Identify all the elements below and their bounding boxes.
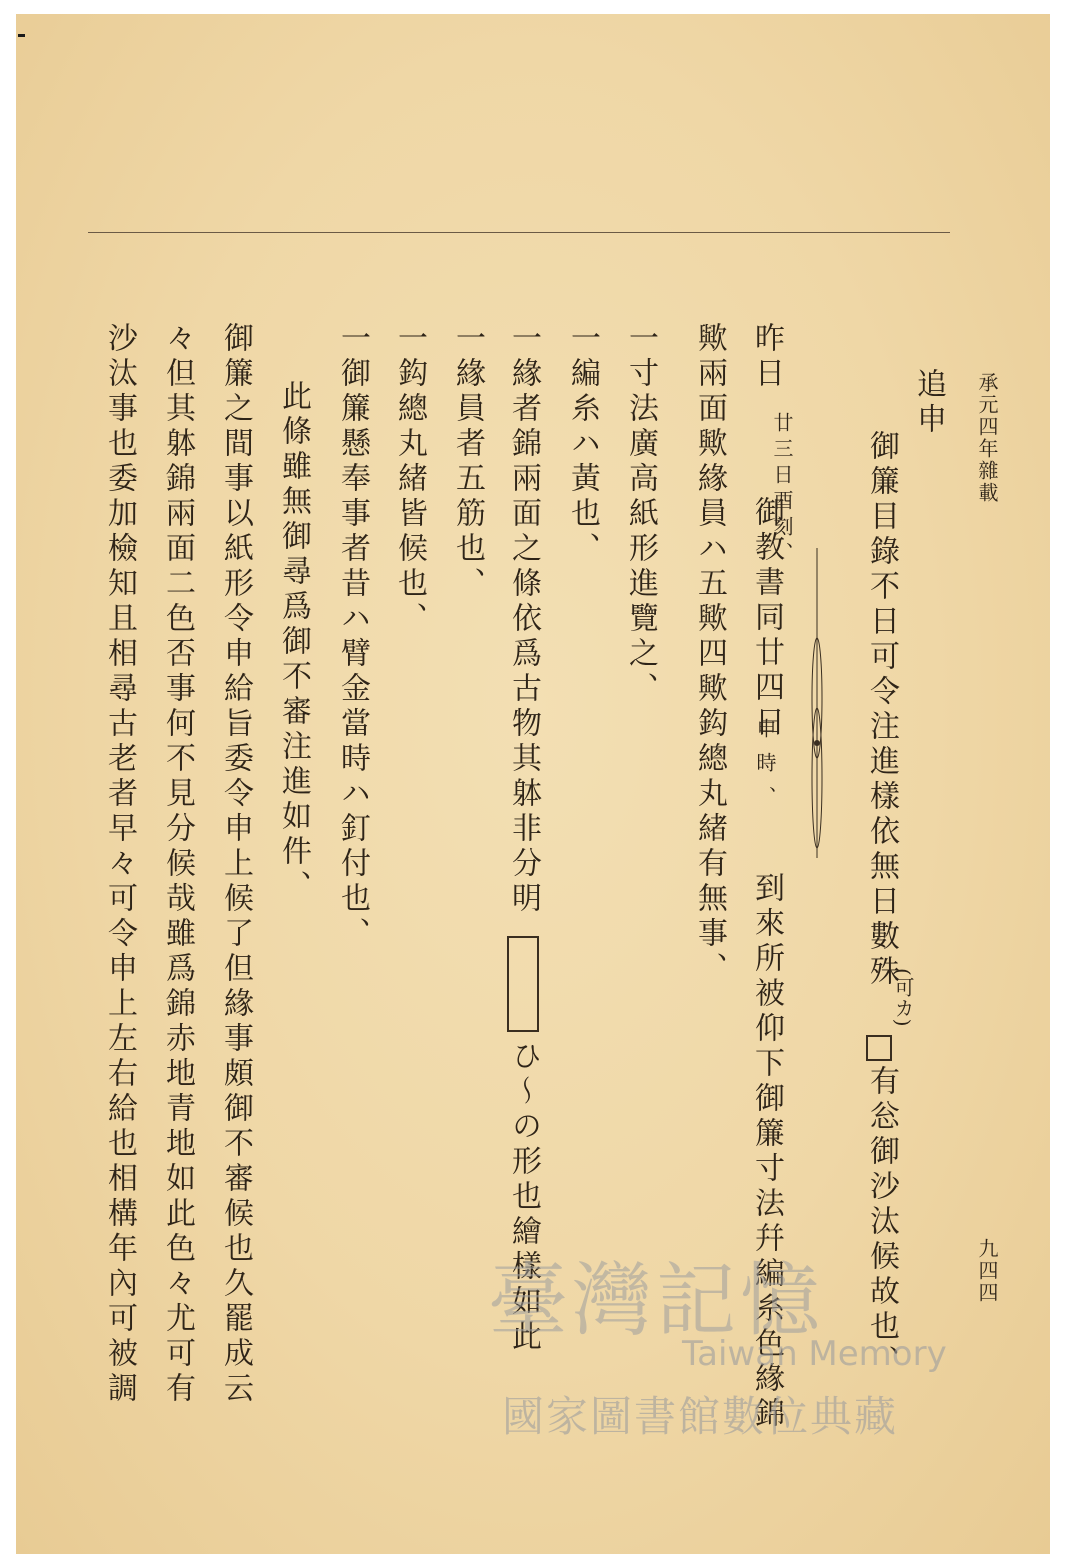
text-column-4: 歟兩面歟緣員ハ五歟四歟鈎總丸緒有無事、 [692,322,727,987]
text-column-7a: 一緣者錦兩面之條依爲古物其躰非分明 [506,322,541,917]
running-title: 承元四年雜載 [975,372,999,504]
text-column-7b: ひ〜の形也繪樣如此 [506,1040,541,1355]
watermark [488,1236,1008,1476]
text-column-3c: 御教書同廿四日 [749,496,784,741]
text-column-2c: 有忩御沙汰候故也、 [864,1065,899,1380]
text-column-3e: 到來所被仰下御簾寸法幷編糸色緣錦 [749,872,784,1432]
text-column-2a: 御簾目錄不日可令注進樣依無日數殊 [864,430,899,990]
watermark-institution: 國家圖書館數位典藏 [502,1392,899,1441]
header-rule [88,232,950,233]
text-column-1: 追申 [911,368,946,438]
text-column-13: 々但其躰錦兩面二色否事何不見分候哉雖爲錦赤地青地如此色々尤可有 [160,322,195,1407]
text-column-11: 此條雖無御尋爲御不審注進如件、 [276,380,311,905]
text-column-9: 一鈎總丸緒皆候也、 [392,322,427,637]
text-column-3-note-2: 申時、 [753,718,777,820]
missing-characters-box [507,936,539,1032]
text-column-6: 一編糸ハ黃也、 [565,322,600,567]
text-column-12: 御簾之間事以紙形令申給旨委令申上候了但緣事頗御不審候也久罷成云 [218,322,253,1407]
text-column-8: 一緣員者五筋也、 [450,322,485,602]
text-column-14: 沙汰事也委加檢知且相尋古老者早々可令申上左右給也相構年內可被調 [102,322,137,1407]
text-column-10: 一御簾懸奉事者昔ハ臂金當時ハ釘付也、 [335,322,370,952]
text-column-5: 一寸法廣高紙形進覽之、 [623,322,658,707]
text-column-2-annotation: (可カ) [891,968,915,1028]
watermark-english: Taiwan Memory [682,1334,947,1374]
text-column-3-note-1: 廿三日酉刻、 [770,412,794,568]
dotted-divider [807,548,827,858]
watermark-logo-text: 臺灣記憶 [488,1254,824,1347]
scan-corner-mark [18,34,25,37]
page-number: 九四四 [975,1238,999,1304]
missing-character-box [866,1035,892,1061]
text-column-3a: 昨日 [749,322,784,392]
